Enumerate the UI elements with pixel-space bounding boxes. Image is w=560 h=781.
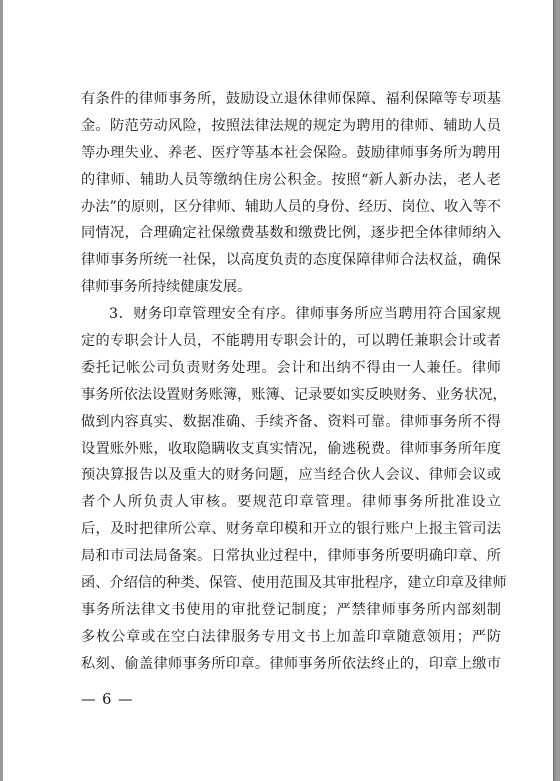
text-line: 定的专职会计人员，不能聘用专职会计的，可以聘任兼职会计或者 [81, 333, 501, 350]
body-text [81, 86, 507, 678]
text-line: 者个人所负责人审核。要规范印章管理。律师事务所批准设立 [81, 494, 501, 511]
text-line: 金。防范劳动风险，按照法律法规的规定为聘用的律师、辅助人员 [81, 117, 501, 134]
text-line: 事务所依法设置财务账簿，账簿、记录要如实反映财务、业务状况， [81, 386, 507, 403]
section-heading-line: 3．财务印章管理安全有序。律师事务所应当聘用符合国家规 [109, 306, 501, 323]
text-line: 多枚公章或在空白法律服务专用文书上加盖印章随意领用；严防 [81, 628, 501, 645]
text-line: 律师事务所统一社保，以高度负责的态度保障律师合法权益，确保 [81, 252, 501, 269]
text-line: 预决算报告以及重大的财务问题，应当经合伙人会议、律师会议或 [81, 467, 501, 484]
text-line: 办法”的原则，区分律师、辅助人员的身份、经历、岗位、收入等不 [81, 198, 501, 215]
text-line: 私刻、偷盖律师事务所印章。律师事务所依法终止的，印章上缴市 [81, 655, 501, 672]
text-line: 同情况，合理确定社保缴费基数和缴费比例，逐步把全体律师纳入 [81, 225, 501, 242]
text-line: 律师事务所持续健康发展。 [81, 279, 252, 296]
document-page [3, 0, 553, 781]
page-number: — 6 — [81, 692, 134, 708]
text-line: 做到内容真实、数据准确、手续齐备、资料可靠。律师事务所不得 [81, 413, 501, 430]
text-line: 等办理失业、养老、医疗等基本社会保险。鼓励律师事务所为聘用 [81, 144, 501, 161]
text-line: 后，及时把律所公章、财务章印模和开立的银行账户上报主管司法 [81, 521, 501, 538]
text-line: 的律师、辅助人员等缴纳住房公积金。按照“新人新办法，老人老 [81, 171, 501, 188]
text-line: 设置账外账，收取隐瞒收支真实情况，偷逃税费。律师事务所年度 [81, 440, 501, 457]
text-line: 委托记帐公司负责财务处理。会计和出纳不得由一人兼任。律师 [81, 359, 501, 376]
text-line: 函、介绍信的种类、保管、使用范围及其审批程序，建立印章及律师 [81, 575, 507, 592]
text-line: 局和市司法局备案。日常执业过程中，律师事务所要明确印章、所 [81, 548, 501, 565]
text-line: 事务所法律文书使用的审批登记制度；严禁律师事务所内部刻制 [81, 601, 501, 618]
text-line: 有条件的律师事务所，鼓励设立退休律师保障、福利保障等专项基 [81, 91, 501, 107]
